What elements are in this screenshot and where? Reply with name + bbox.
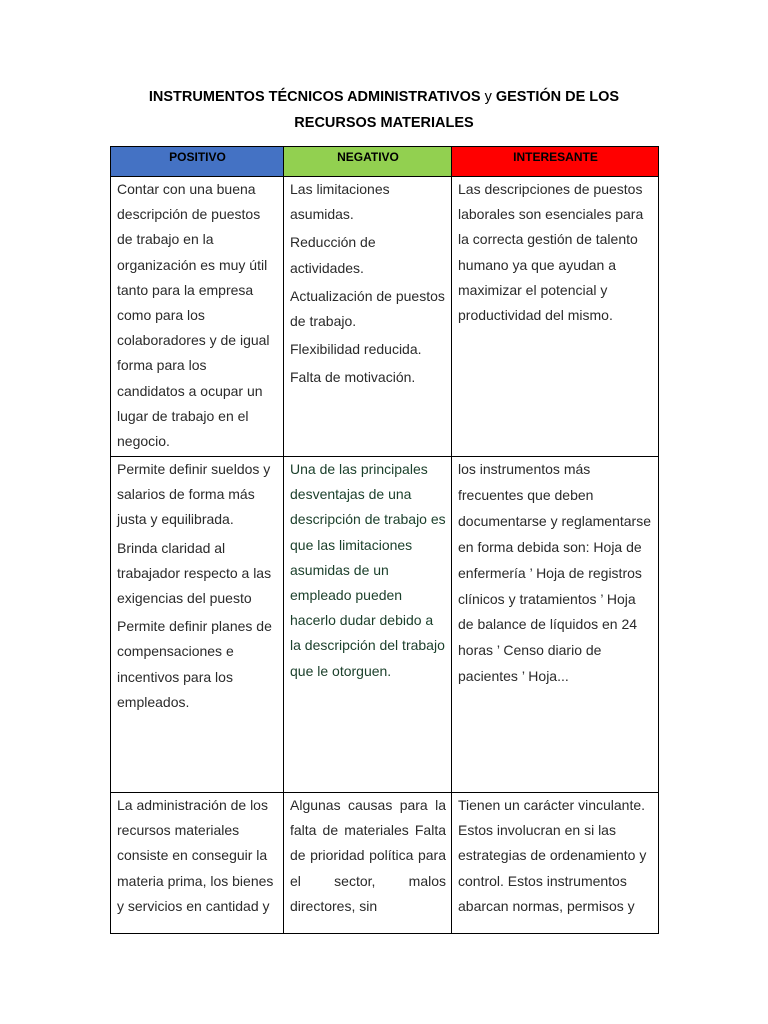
cell-text: Brinda claridad al trabajador respecto a las exigencias del puesto [117,539,272,607]
pni-table [110,146,659,934]
cell-interesante [452,793,659,934]
cell-positivo [111,457,284,793]
title-part-2: GESTIÓN DE LOS [495,89,620,105]
document-title [110,84,658,136]
cell-negativo [284,793,452,934]
cell-positivo [111,177,284,457]
title-line-1 [110,84,658,110]
title-line-2 [110,110,658,136]
cell-text: Las descripciones de puestos laborales son esenciales para la correcta gestión de talento humano ya que ayudan a maximizar el potencial y productividad del mismo. [458,181,644,324]
cell-negativo [284,457,452,793]
header-interesante: INTERESANTE [452,147,659,177]
cell-text: Las limitaciones asumidas. [290,181,390,223]
table-header-row [111,147,659,177]
cell-interesante [452,177,659,457]
title-conjunction: y [484,89,492,105]
cell-text: Una de las principales desventajas de una descripción de trabajo es que las limitaciones asumidas de un empleado pueden hacerlo dudar debido a la descripción del trabajo que le otorguen. [290,461,446,679]
cell-text: Permite definir sueldos y salarios de forma más justa y equilibrada. [117,461,271,528]
cell-text: Algunas causas para la falta de materiales Falta de prioridad política para el sector, malos directores, sin [290,797,446,914]
cell-positivo [111,793,284,934]
header-negativo: NEGATIVO [284,147,452,177]
cell-text: Contar con una buena descripción de puestos de trabajo en la organización es muy útil tanto para la empresa como para los colaboradores y de igual forma para los candidatos a ocupar un lugar de trabajo en el negocio. [117,181,270,450]
cell-text: Falta de motivación. [290,369,416,386]
cell-text: La administración de los recursos materiales consiste en conseguir la materia prima, los bienes y servicios en cantidad y [117,797,274,914]
cell-text: Flexibilidad reducida. [290,341,422,358]
header-positivo: POSITIVO [111,147,284,177]
cell-text: los instrumentos más frecuentes que deben documentarse y reglamentarse en forma debida son: Hoja de enfermería ’ Hoja de registros clínicos y tratamientos ’ Hoja de balance de líquidos en 24 horas ’ Censo diario de pacientes ’ Hoja... [458,461,651,685]
title-part-3: RECURSOS MATERIALES [294,115,474,131]
cell-interesante [452,457,659,793]
cell-text: Actualización de puestos de trabajo. [290,287,445,330]
cell-text: Tienen un carácter vinculante. Estos involucran en si las estrategias de ordenamiento y control. Estos instrumentos abarcan normas, permisos y [458,797,647,914]
table-row [111,457,659,793]
cell-negativo [284,177,452,457]
cell-text: Permite definir planes de compensaciones e incentivos para los empleados. [117,618,272,710]
title-part-1: INSTRUMENTOS TÉCNICOS ADMINISTRATIVOS [148,89,481,105]
cell-text: Reducción de actividades. [290,234,376,276]
table-row [111,793,659,934]
table-row [111,177,659,457]
